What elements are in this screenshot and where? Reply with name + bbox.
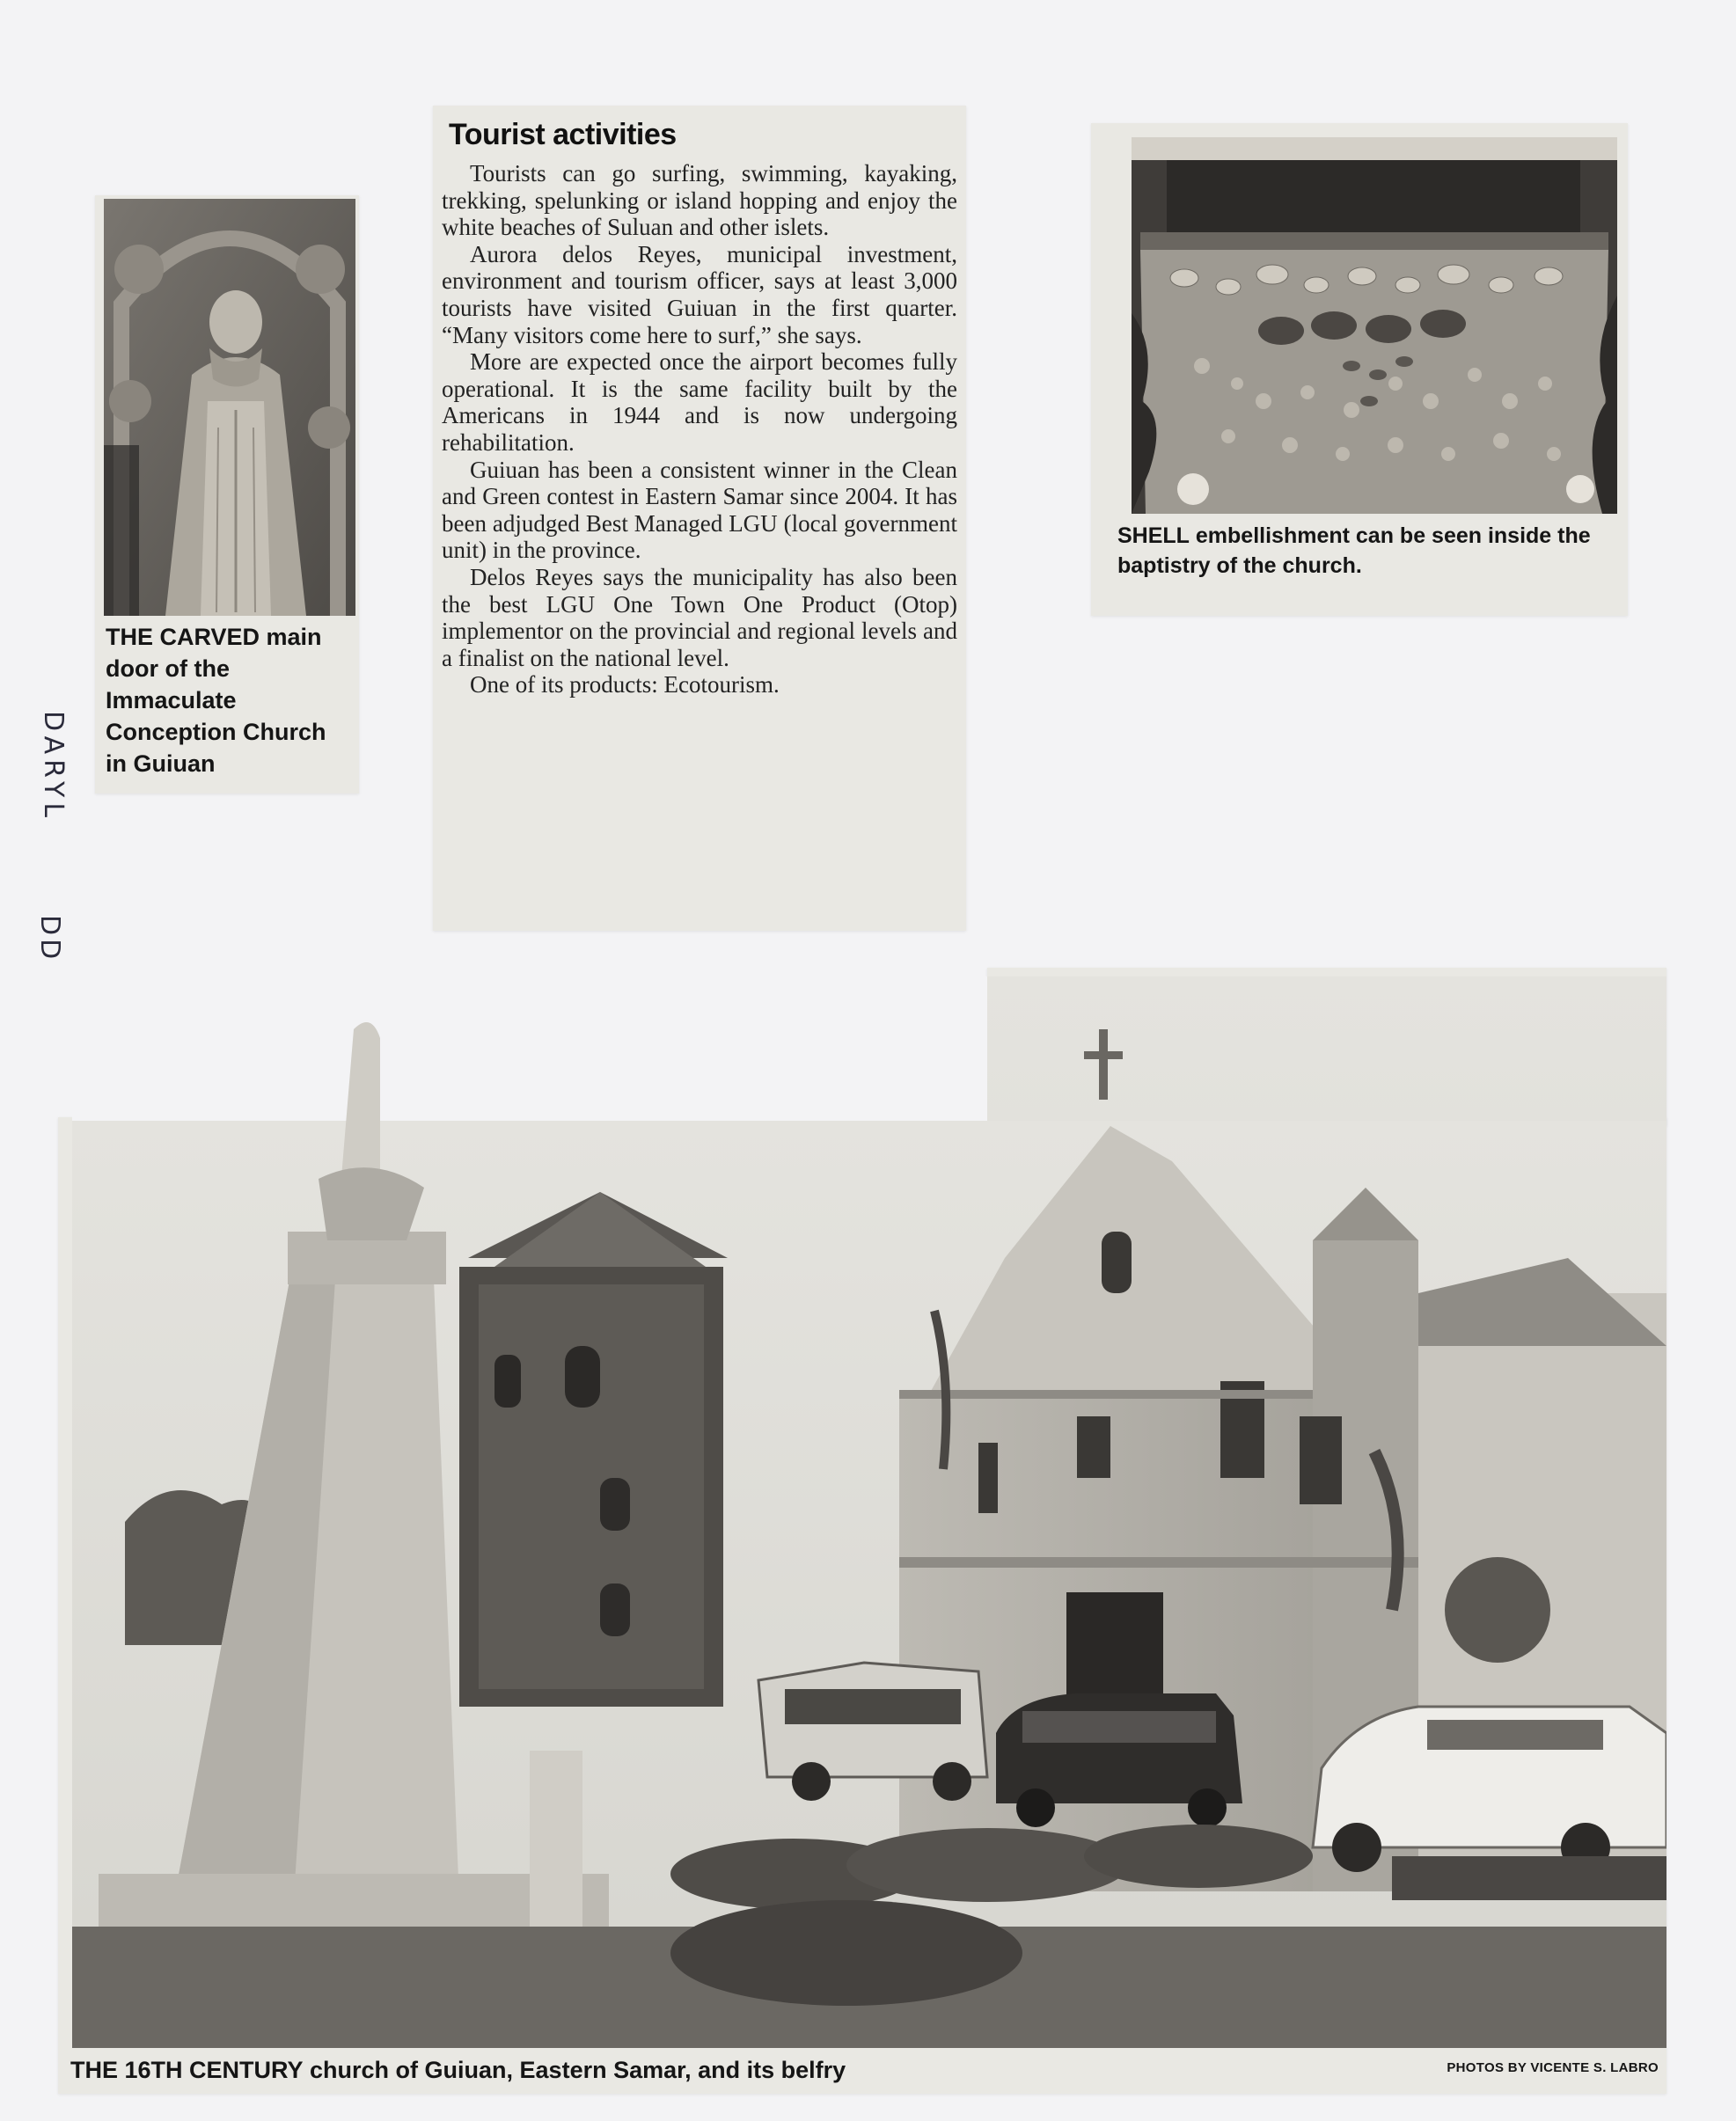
photo-credit: PHOTOS BY VICENTE S. LABRO	[1447, 2060, 1659, 2075]
article-paragraph: More are expected once the airport becomes fully operational. It is the same facility built by the Americans in 1944 and is now undergoing rehabilitation.	[442, 348, 957, 456]
article-paragraph: Aurora delos Reyes, municipal investment, environment and tourism officer, says at least 3,000 tourists have visited Guiuan in the first quarter. “Many visitors come here to surf,” she says.	[442, 240, 957, 348]
carved-door-photo	[104, 199, 355, 616]
article-heading: Tourist activities	[449, 118, 677, 151]
caption-lead: THE 16TH CENTURY	[70, 2057, 304, 2083]
church-caption	[70, 2055, 1214, 2085]
carved-door-clipping	[95, 195, 359, 794]
caption-lead: SHELL	[1117, 523, 1190, 548]
shell-baptistry-clipping	[1091, 123, 1628, 616]
shell-baptistry-caption	[1117, 521, 1610, 581]
handwritten-initials: DD	[34, 915, 65, 963]
handwritten-name: DARYL	[38, 711, 69, 823]
caption-rest: church of Guiuan, Eastern Samar, and its belfry	[303, 2057, 846, 2083]
caption-rest: embellishment can be seen inside the baptistry of the church.	[1117, 523, 1591, 578]
article-paragraph: Tourists can go surfing, swimming, kayaking, trekking, spelunking or island hopping and enjoy the white beaches of Suluan and other islets.	[442, 160, 957, 241]
shell-baptistry-photo	[1132, 137, 1617, 514]
caption-rest: main door of the Immaculate Conception Church in Guiuan	[106, 624, 326, 777]
article-paragraph: Guiuan has been a consistent winner in the Clean and Green contest in Eastern Samar since 2004. It has been adjudged Best Managed LGU (local government unit) in the province.	[442, 456, 957, 564]
caption-lead: THE CARVED	[106, 624, 260, 650]
article-paragraph: Delos Reyes says the municipality has also been the best LGU One Town One Product (Otop) implementor on the provincial and regional levels and a finalist on the national level.	[442, 563, 957, 671]
carved-door-caption	[106, 621, 343, 779]
article-clipping	[433, 106, 966, 931]
article-body	[442, 160, 957, 698]
church-photo	[72, 976, 1666, 2048]
article-paragraph: One of its products: Ecotourism.	[470, 671, 780, 698]
